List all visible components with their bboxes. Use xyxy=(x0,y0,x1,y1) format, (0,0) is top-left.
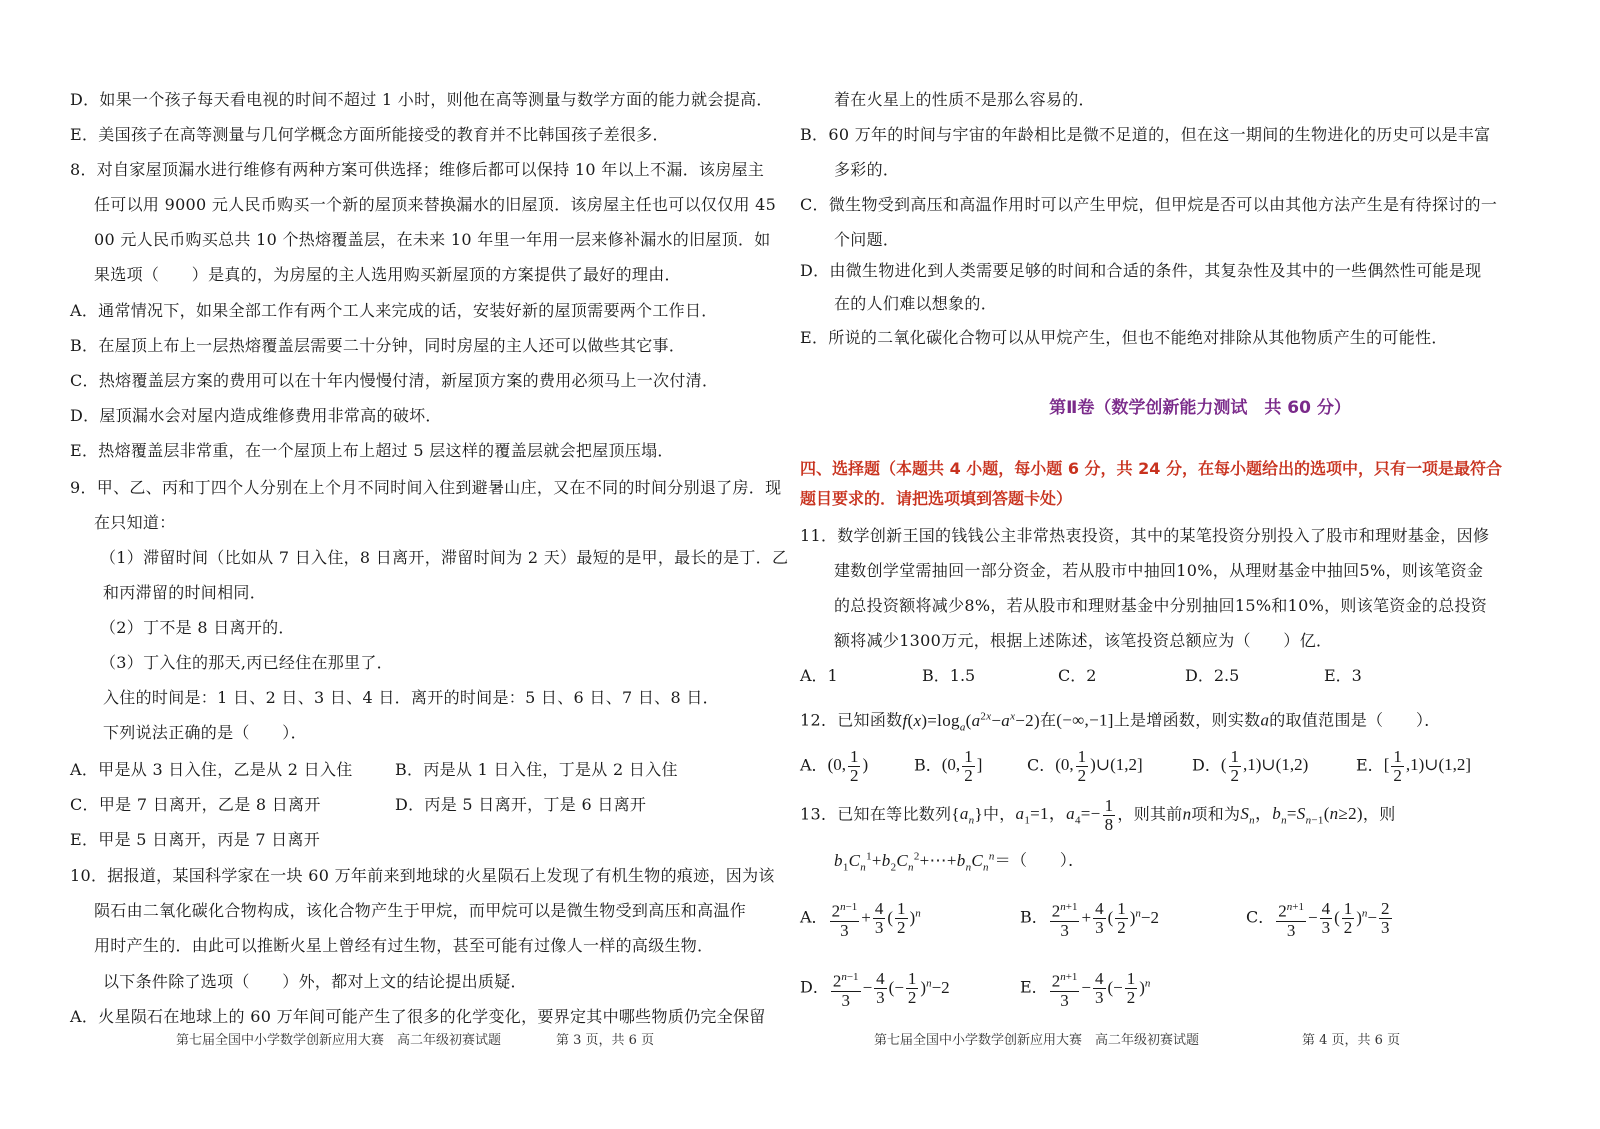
option-b: B．丙是从 1 日入住，丁是从 2 日入住 xyxy=(395,760,678,779)
footer-page: 第 4 页，共 6 页 xyxy=(1302,1033,1401,1048)
option-d: D． $\frac{2^{n-1}}{3}$ − $\frac{4}{3}$ (− $\frac{1}{2}$ )$^n$−2 xyxy=(800,969,950,1010)
question-10: 10．据报道，某国科学家在一块 60 万年前来到地球的火星陨石上发现了有机生物的痕迹，因为该 xyxy=(70,866,775,885)
q13-prefix: 13．已知在等比数列 xyxy=(800,804,952,824)
q12-suffix: 上是增函数，则实数 xyxy=(1113,710,1261,730)
text-line: 用时产生的．由此可以推断火星上曾经有过生物，甚至可能有过像人一样的高级生物． xyxy=(94,936,714,955)
section-4-heading: 四、选择题（本题共 4 小题，每小题 6 分，共 24 分，在每小题给出的选项中，只有一项是最符合 xyxy=(800,459,1502,478)
option-e: E．3 xyxy=(1324,666,1362,685)
text-line: 个问题． xyxy=(834,230,900,249)
q12-end: 的取值范围是（ ）． xyxy=(1269,710,1441,730)
option-a: A．(0, $\frac{1}{2}$ ) xyxy=(800,747,869,785)
q13-end: ，则 xyxy=(1362,804,1396,824)
text-line: 任可以用 9000 元人民币购买一个新的屋顶来替换漏水的旧屋顶．该房屋主任也可以仅仅用 45 xyxy=(94,195,777,214)
option-a: A．通常情况下，如果全部工作有两个工人来完成的话，安装好新的屋顶需要两个工作日． xyxy=(70,301,718,320)
question-9: 9．甲、乙、丙和丁四个人分别在上个月不同时间入住到避暑山庄，又在不同的时间分别退了房．现 xyxy=(70,478,782,497)
q13-text3: 项和为 xyxy=(1191,804,1241,824)
option-e: E．[ $\frac{1}{2}$ ,1)∪(1,2] xyxy=(1356,747,1472,785)
text-line: D．如果一个孩子每天看电视的时间不超过 1 小时，则他在高等测量与数学方面的能力就会提高． xyxy=(70,90,773,109)
option-a: A．甲是从 3 日入住，乙是从 2 日入住 xyxy=(70,760,353,779)
q13-mid: 中， xyxy=(982,804,1016,824)
text-line: 和丙滞留的时间相同． xyxy=(103,583,267,602)
text-line: 的总投资额将减少8%，若从股市和理财基金中分别抽回15%和10%，则该笔资金的总投资 xyxy=(834,596,1488,615)
text-line: 额将减少1300万元，根据上述陈述，该笔投资总额应为（ ）亿． xyxy=(834,631,1333,650)
question-11: 11．数学创新王国的钱钱公主非常热衷投资，其中的某笔投资分别投入了股市和理财基金，因修 xyxy=(800,526,1490,545)
option-e: E． $\frac{2^{n+1}}{3}$ − $\frac{4}{3}$ (− $\frac{1}{2}$ )$^n$ xyxy=(1020,969,1151,1010)
footer-title: 第七届全国中小学数学创新应用大赛 高二年级初赛试题 xyxy=(176,1033,502,1048)
q13-sum-tail: ＝（ ）． xyxy=(994,850,1085,870)
text-line: 着在火星上的性质不是那么容易的． xyxy=(834,90,1095,109)
option-a: A．1 xyxy=(800,666,838,685)
option-d: D．( $\frac{1}{2}$ ,1)∪(1,2) xyxy=(1192,747,1309,785)
option-d: D．2.5 xyxy=(1185,666,1240,685)
section-title: 第Ⅱ卷（数学创新能力测试 共 60 分） xyxy=(1049,398,1351,418)
option-b: B．1.5 xyxy=(922,666,976,685)
text-line: （3）丁入住的那天,丙已经住在那里了． xyxy=(100,653,393,672)
text-line: 建数创学堂需抽回一部分资金，若从股市中抽回10%，从理财基金中抽回5%，则该笔资金 xyxy=(834,561,1484,580)
q13-sum: $b_1C_n^1+b_2C_n^2+\cdots+b_nC_n^n=$（ ）． xyxy=(834,850,1085,874)
section-4-heading-cont: 题目要求的．请把选项填到答题卡处） xyxy=(800,489,1073,508)
text-line: 入住的时间是：1 日、2 日、3 日、4 日．离开的时间是：5 日、6 日、7 日、8 日． xyxy=(103,688,719,707)
text-line: E．美国孩子在高等测量与几何学概念方面所能接受的教育并不比韩国孩子差很多． xyxy=(70,125,669,144)
text-line: 以下条件除了选项（ ）外，都对上文的结论提出质疑． xyxy=(103,972,527,991)
option-a: A． $\frac{2^{n-1}}{3}$ + $\frac{4}{3}$ ( $\frac{1}{2}$ )$^n$ xyxy=(800,899,921,940)
option-c: C．热熔覆盖层方案的费用可以在十年内慢慢付清，新屋顶方案的费用必须马上一次付清． xyxy=(70,371,719,390)
q12-var: a xyxy=(1260,710,1270,730)
text-line: 下列说法正确的是（ ）． xyxy=(103,723,307,742)
option-c: C． $\frac{2^{n+1}}{3}$ − $\frac{4}{3}$ ( $\frac{1}{2}$ )$^n$− $\frac{2}{3}$ xyxy=(1246,899,1390,940)
option-d: D．屋顶漏水会对屋内造成维修费用非常高的破坏． xyxy=(70,406,442,425)
option-b: B．(0, $\frac{1}{2}$ ] xyxy=(914,747,983,785)
question-12 xyxy=(800,705,1441,738)
option-d: D．由微生物进化到人类需要足够的时间和合适的条件，其复杂性及其中的一些偶然性可能是现 xyxy=(800,261,1482,280)
text-line: 在只知道： xyxy=(94,513,176,532)
text-line: 多彩的． xyxy=(834,160,900,179)
question-8: 8．对自家屋顶漏水进行维修有两种方案可供选择；维修后都可以保持 10 年以上不漏．该房屋主 xyxy=(70,160,765,179)
q12-interval: (−∞,−1] xyxy=(1056,710,1114,730)
option-b: B．60 万年的时间与宇宙的年龄相比是微不足道的，但在这一期间的生物进化的历史可以是丰富 xyxy=(800,125,1491,144)
option-c: C．微生物受到高压和高温作用时可以产生甲烷，但甲烷是否可以由其他方法产生是有待探讨的一 xyxy=(800,195,1498,214)
option-e: E．甲是 5 日离开，丙是 7 日离开 xyxy=(70,830,321,849)
text-line: 00 元人民币购买总共 10 个热熔覆盖层，在未来 10 年里一年用一层来修补漏水的旧屋顶．如 xyxy=(94,230,771,249)
text-line: 陨石由二氧化碳化合物构成，该化合物产生于甲烷，而甲烷可以是微生物受到高压和高温作 xyxy=(94,901,747,920)
question-13: 13．已知在等比数列$\{a_n\}$中，$a_1=1$，$a_4=-$ $\frac{1}{8}$ ，则其前n项和为$S_n$，$b_n=S_{n-1}(n\ge 2)$，则 xyxy=(800,796,1396,834)
footer-title: 第七届全国中小学数学创新应用大赛 高二年级初赛试题 xyxy=(874,1033,1200,1048)
q12-mid: 在 xyxy=(1039,710,1057,730)
footer-page: 第 3 页，共 6 页 xyxy=(556,1033,655,1048)
option-d: D．丙是 5 日离开，丁是 6 日离开 xyxy=(395,795,647,814)
q12-prefix: 12．已知函数 xyxy=(800,710,903,730)
text-line: 在的人们难以想象的． xyxy=(834,294,998,313)
q12-function: $f(x)=\log_a(a^{2x}-a^x-2)$ xyxy=(902,710,1040,734)
option-c: C．(0, $\frac{1}{2}$ )∪(1,2] xyxy=(1027,747,1143,785)
option-e: E．所说的二氧化碳化合物可以从甲烷产生，但也不能绝对排除从其他物质产生的可能性． xyxy=(800,328,1448,347)
option-b: B． $\frac{2^{n+1}}{3}$ + $\frac{4}{3}$ ( $\frac{1}{2}$ )$^n$−2 xyxy=(1020,899,1160,940)
option-c: C．2 xyxy=(1058,666,1097,685)
text-line: （1）滞留时间（比如从 7 日入住，8 日离开，滞留时间为 2 天）最短的是甲，最长的是丁．乙 xyxy=(100,548,789,567)
option-b: B．在屋顶上布上一层热熔覆盖层需要二十分钟，同时房屋的主人还可以做些其它事． xyxy=(70,336,686,355)
option-e: E．热熔覆盖层非常重，在一个屋顶上布上超过 5 层这样的覆盖层就会把屋顶压塌． xyxy=(70,441,674,460)
text-line: 果选项（ ）是真的，为房屋的主人选用购买新屋顶的方案提供了最好的理由． xyxy=(94,265,681,284)
text-line: （2）丁不是 8 日离开的． xyxy=(100,618,295,637)
option-a: A．火星陨石在地球上的 60 万年间可能产生了很多的化学变化，要界定其中哪些物质仍完全保留 xyxy=(70,1007,766,1026)
option-c: C．甲是 7 日离开，乙是 8 日离开 xyxy=(70,795,321,814)
q13-text2: ，则其前 xyxy=(1117,804,1183,824)
